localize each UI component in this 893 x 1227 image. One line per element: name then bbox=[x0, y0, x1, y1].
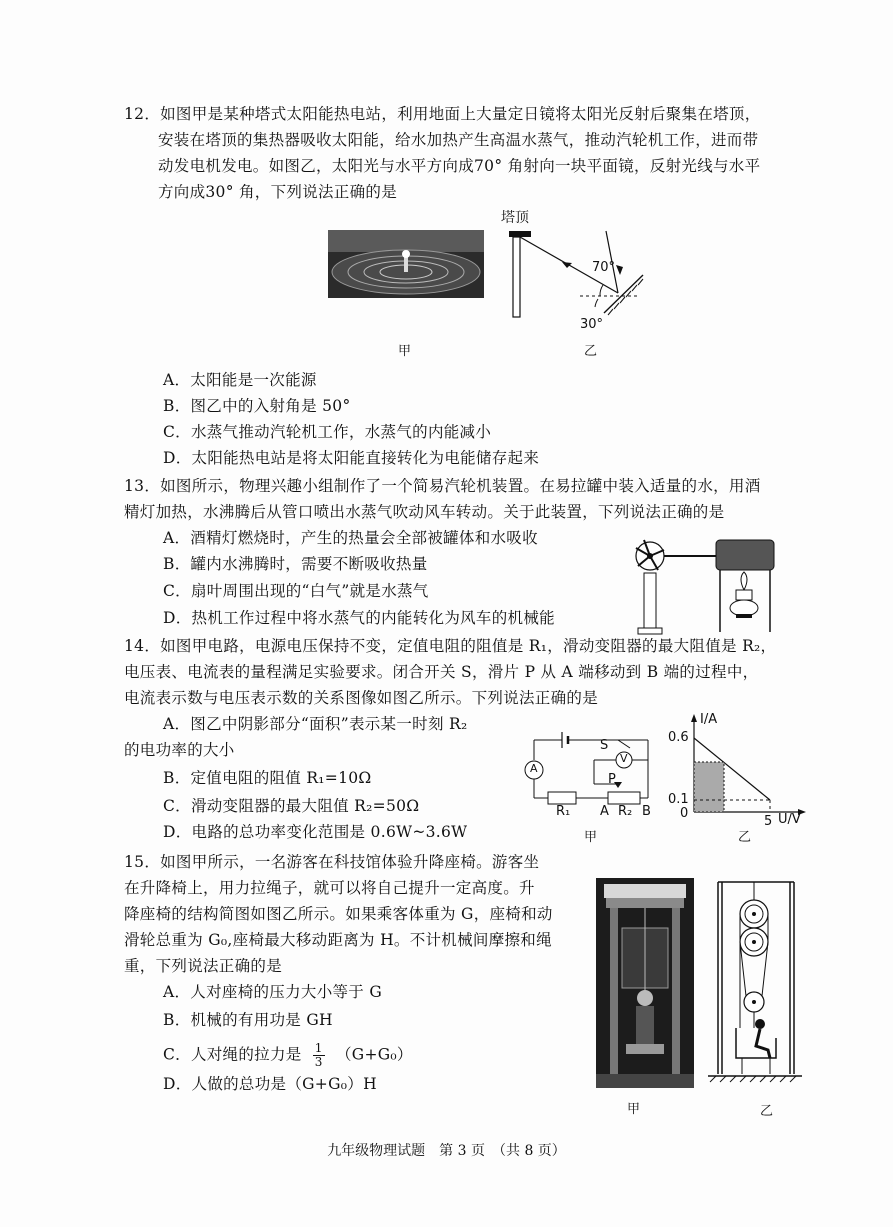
q15-option-b: B．机械的有用功是 GH bbox=[163, 1011, 333, 1029]
graph-origin: 0 bbox=[680, 806, 689, 821]
fraction-one-third bbox=[313, 1042, 325, 1069]
graph-y-0-6: 0.6 bbox=[668, 730, 689, 745]
q14-line-1: 14．如图甲电路，电源电压保持不变，定值电阻的阻值是 R₁，滑动变阻器的最大阻值是 R₂， bbox=[124, 637, 777, 655]
graph-caption: 乙 bbox=[738, 830, 752, 845]
q15-line-3: 降座椅的结构简图如图乙所示。如果乘客体重为 G，座椅和动 bbox=[124, 905, 553, 923]
r1-label: R₁ bbox=[556, 804, 571, 819]
switch-label: S bbox=[600, 738, 609, 753]
q12-option-a: A．太阳能是一次能源 bbox=[163, 371, 317, 389]
q13-line-1: 13．如图所示，物理兴趣小组制作了一个简易汽轮机装置。在易拉罐中装入适量的水，用酒 bbox=[124, 477, 761, 495]
q14-option-b: B．定值电阻的阻值 R₁=10Ω bbox=[163, 769, 372, 787]
q15-option-a: A．人对座椅的压力大小等于 G bbox=[163, 983, 383, 1001]
q12-option-c: C．水蒸气推动汽轮机工作，水蒸气的内能减小 bbox=[163, 423, 492, 441]
q15-line-4: 滑轮总重为 G₀,座椅最大移动距离为 H。不计机械间摩擦和绳 bbox=[124, 931, 552, 949]
graph-x-5: 5 bbox=[764, 814, 773, 829]
q12-fig-jia-caption: 甲 bbox=[398, 344, 412, 359]
q14-option-a-cont: 的电功率的大小 bbox=[124, 741, 235, 759]
end-b-label: B bbox=[642, 804, 651, 819]
q15-fig-yi-caption: 乙 bbox=[760, 1104, 774, 1119]
graph-ylabel: I/A bbox=[700, 712, 718, 727]
q14-line-3: 电流表示数与电压表示数的关系图像如图乙所示。下列说法正确的是 bbox=[124, 689, 599, 707]
ammeter-label: A bbox=[530, 762, 538, 775]
q12-fig-yi-caption: 乙 bbox=[584, 344, 598, 359]
voltmeter-label: V bbox=[620, 752, 628, 765]
graph-y-0-1: 0.1 bbox=[668, 792, 689, 807]
q12-line-3: 动发电机发电。如图乙，太阳光与水平方向成70° 角射向一块平面镜，反射光线与水平 bbox=[158, 157, 761, 175]
q14-option-a: A．图乙中阴影部分“面积”表示某一时刻 R₂ bbox=[163, 715, 468, 733]
q13-option-d: D．热机工作过程中将水蒸气的内能转化为风车的机械能 bbox=[163, 609, 555, 627]
q13-steam-turbine-figure bbox=[632, 528, 782, 638]
q15-fig-jia-photo bbox=[596, 878, 694, 1088]
q15-option-c-text: C．人对绳的拉力是 bbox=[163, 1045, 302, 1064]
q15-line-5: 重，下列说法正确的是 bbox=[124, 957, 283, 975]
q12-option-b: B．图乙中的入射角是 50° bbox=[163, 397, 351, 415]
slider-p-label: P bbox=[608, 772, 616, 787]
q13-option-b: B．罐内水沸腾时，需要不断吸收热量 bbox=[163, 555, 428, 573]
tower-top-label: 塔顶 bbox=[501, 210, 529, 226]
fraction-denominator: 3 bbox=[314, 1055, 323, 1069]
q13-line-2: 精灯加热，水沸腾后从管口喷出水蒸气吹动风车转动。关于此装置，下列说法正确的是 bbox=[124, 503, 725, 521]
angle-30-label: 30° bbox=[580, 317, 604, 332]
q12-option-d: D．太阳能热电站是将太阳能直接转化为电能储存起来 bbox=[163, 449, 540, 467]
q15-option-c-tail: （G+G₀） bbox=[335, 1045, 413, 1064]
q14-option-d: D．电路的总功率变化范围是 0.6W~3.6W bbox=[163, 823, 468, 841]
q15-option-c bbox=[163, 1042, 413, 1069]
angle-70-label: 70° bbox=[592, 260, 616, 275]
q12-line-2: 安装在塔顶的集热器吸收太阳能，给水加热产生高温水蒸气，推动汽轮机工作，进而带 bbox=[158, 131, 759, 149]
q15-fig-yi-diagram bbox=[706, 878, 802, 1090]
end-a-label: A bbox=[600, 804, 609, 819]
q15-fig-jia-caption: 甲 bbox=[627, 1102, 641, 1117]
q13-option-c: C．扇叶周围出现的“白气”就是水蒸气 bbox=[163, 582, 429, 600]
q14-iu-graph bbox=[666, 712, 816, 845]
page-footer: 九年级物理试题 第 3 页 （共 8 页） bbox=[327, 1143, 566, 1159]
q15-line-2: 在升降椅上，用力拉绳子，就可以将自己提升一定高度。升 bbox=[124, 879, 535, 897]
q12-fig-jia-photo bbox=[328, 230, 484, 298]
graph-xlabel: U/V bbox=[778, 812, 801, 827]
q12-fig-yi-diagram bbox=[500, 205, 650, 340]
q14-option-c: C．滑动变阻器的最大阻值 R₂=50Ω bbox=[163, 797, 420, 815]
q15-line-1: 15．如图甲所示，一名游客在科技馆体验升降座椅。游客坐 bbox=[124, 853, 540, 871]
q12-line-4: 方向成30° 角，下列说法正确的是 bbox=[158, 183, 398, 201]
q12-line-1: 12．如图甲是某种塔式太阳能热电站，利用地面上大量定日镜将太阳光反射后聚集在塔顶， bbox=[124, 105, 761, 123]
r2-label: R₂ bbox=[618, 804, 633, 819]
circuit-caption: 甲 bbox=[584, 830, 598, 845]
q15-option-d: D．人做的总功是（G+G₀）H bbox=[163, 1075, 377, 1093]
q14-circuit-diagram bbox=[518, 730, 668, 845]
fraction-numerator: 1 bbox=[314, 1041, 323, 1055]
q13-option-a: A．酒精灯燃烧时，产生的热量会全部被罐体和水吸收 bbox=[163, 529, 538, 547]
q14-line-2: 电压表、电流表的量程满足实验要求。闭合开关 S，滑片 P 从 A 端移动到 B 端的过程中， bbox=[124, 663, 759, 681]
